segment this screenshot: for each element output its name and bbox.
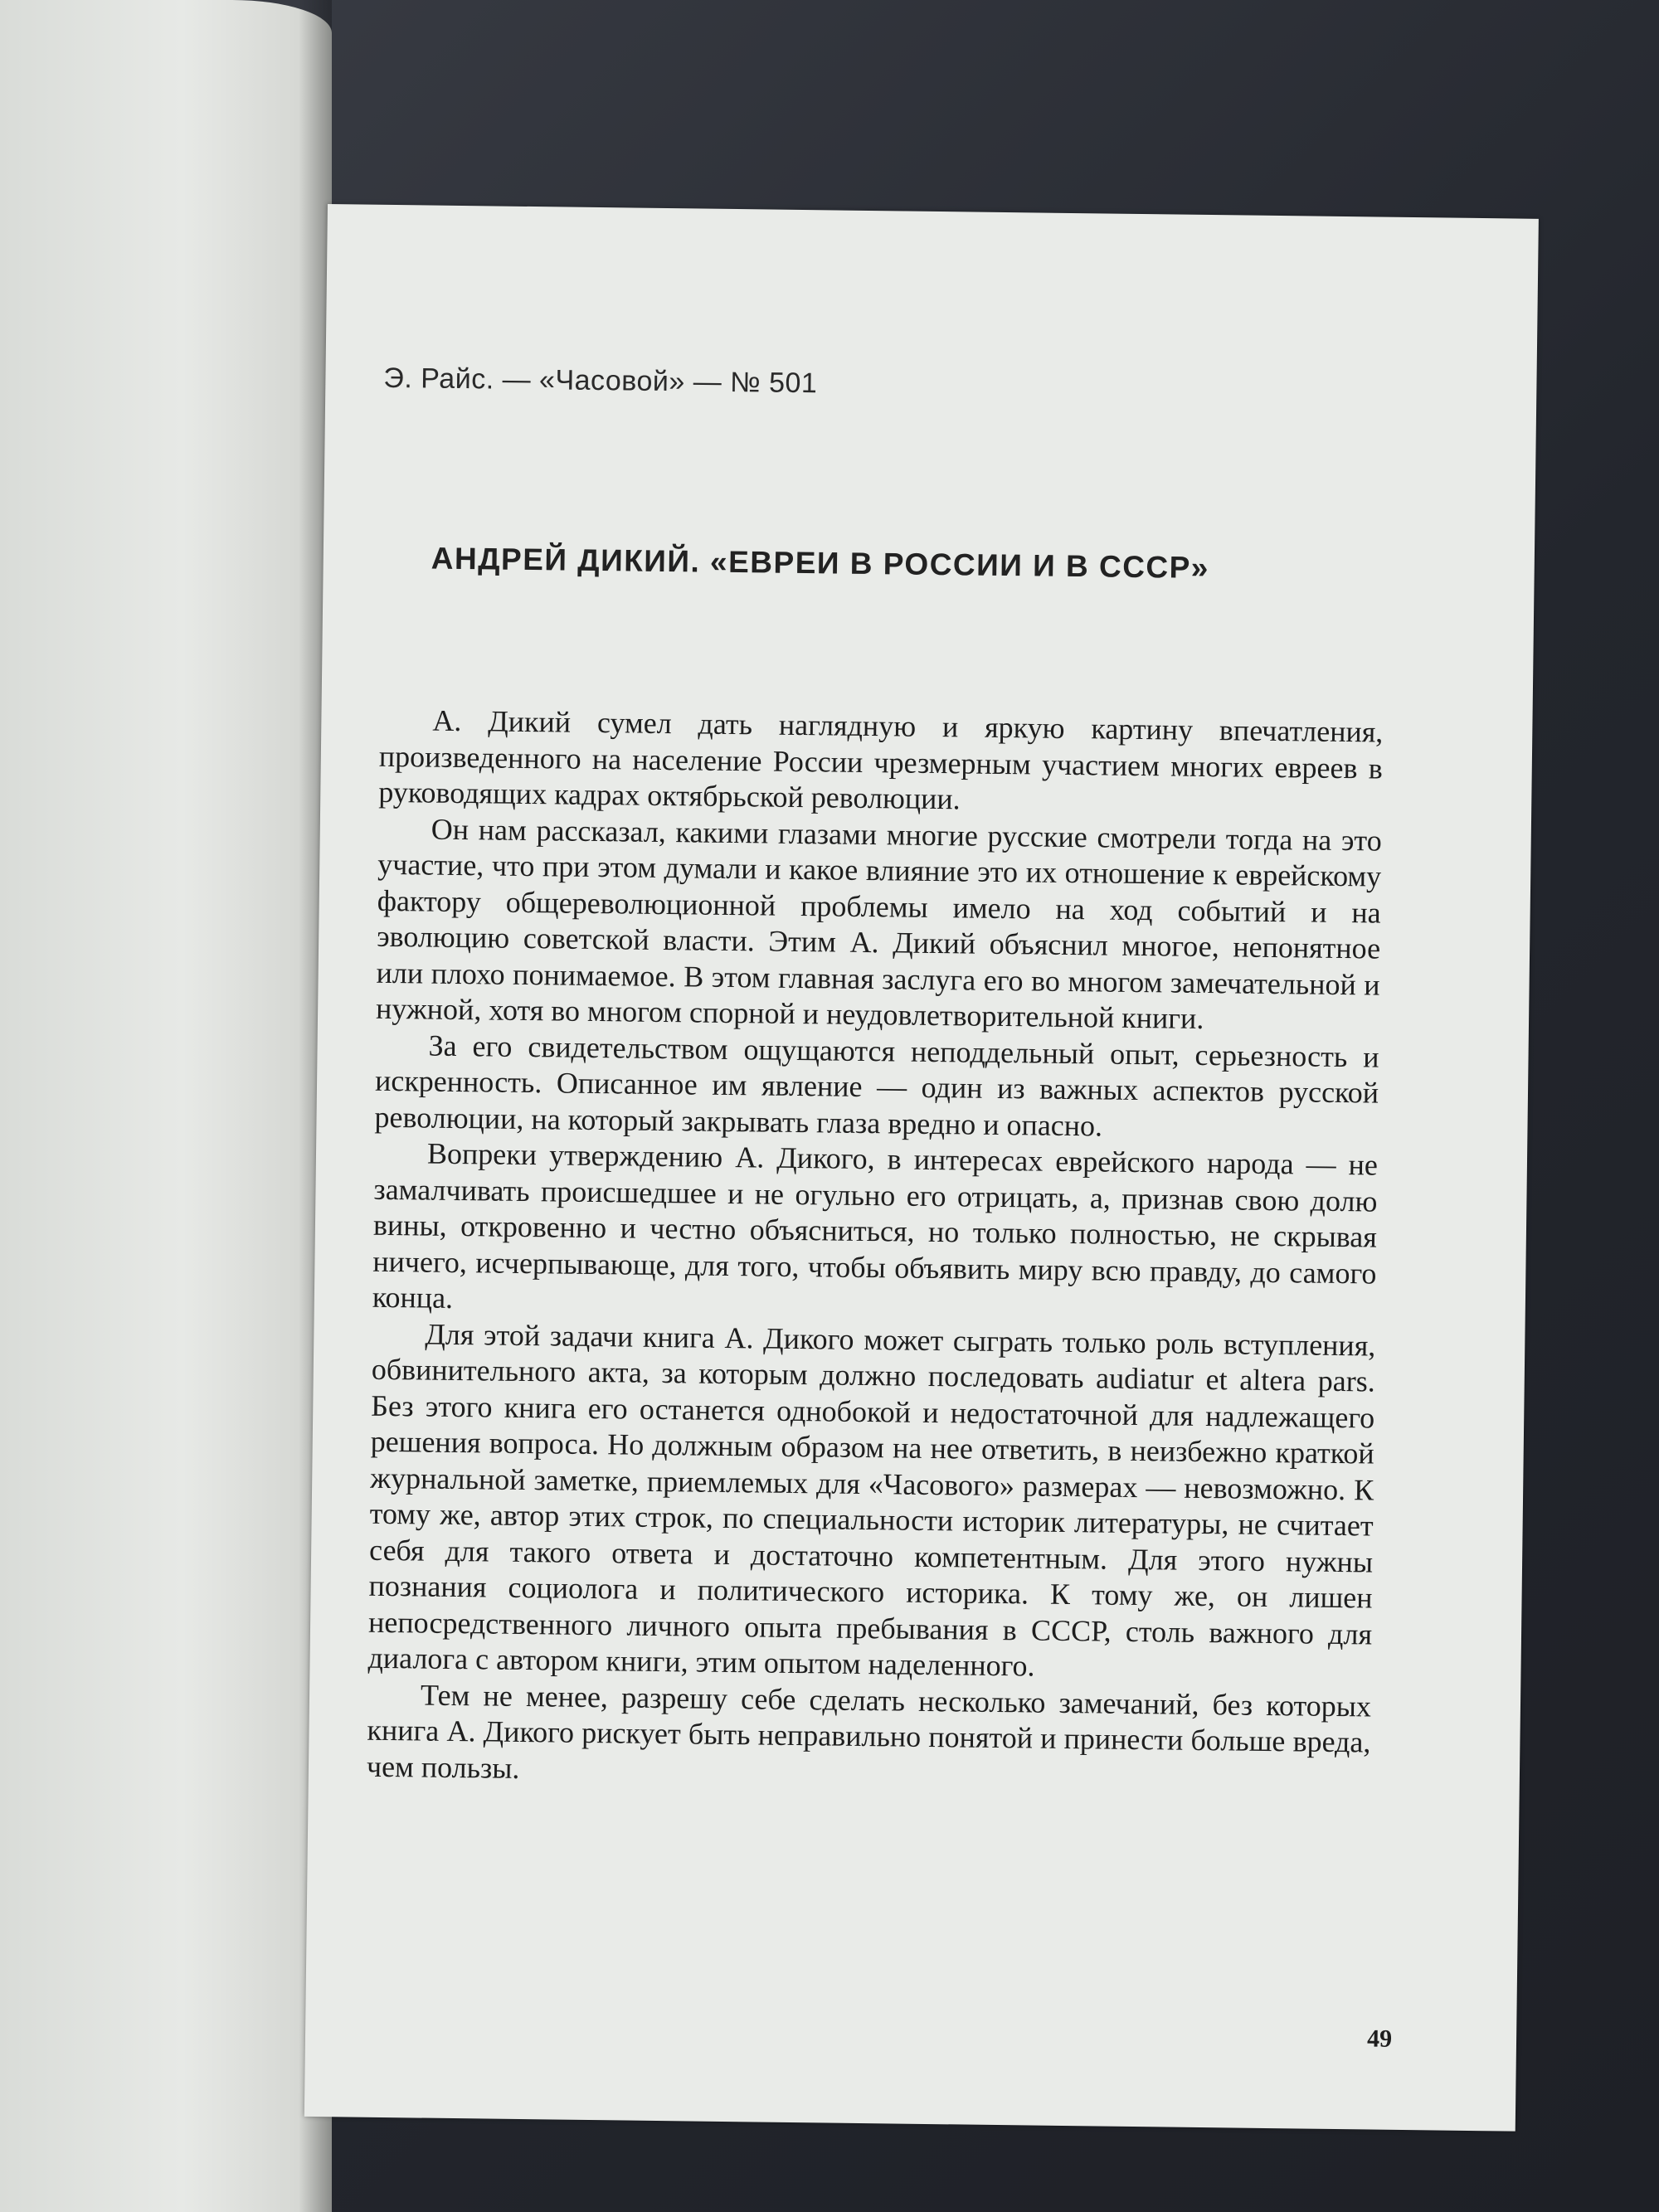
facing-left-page — [0, 0, 332, 2212]
article-title: АНДРЕЙ ДИКИЙ. «ЕВРЕИ В РОССИИ И В СССР» — [431, 541, 1210, 586]
paragraph: Тем не менее, разрешу себе сделать несколько замечаний, без которых книга А. Дикого рискует быть неправильно понятой и принести больше вреда, чем пользы. — [366, 1678, 1372, 1785]
paragraph: Для этой задачи книга А. Дикого может сыграть только роль вступления, обвинительного акта, за которым должно последовать audiatur et altera pars. Без этого книга его останется однобокой и недостаточной для надлежащего решения вопроса. Но должным образом на нее ответить, в неизбежно краткой журнальной заметке, приемлемых для «Часового» размерах — невозможно. К тому же, автор этих строк, по специальности историк литературы, не считает себя для такого ответа и достаточно компетентным. Для этого нужны познания социолога и политического историка. К тому же, он лишен непосредственного личного опыта пребывания в СССР, столь важного для диалога с автором книги, этим опытом наделенного. — [367, 1317, 1376, 1683]
article-body — [367, 702, 1384, 1797]
paragraph: А. Дикий сумел дать наглядную и яркую картину впечатления, произведенного на население России чрезмерным участием многих евреев в руководящих кадрах октябрьской революции. — [378, 703, 1384, 816]
paragraph: За его свидетельством ощущаются неподдельный опыт, серьезность и искренность. Описанное им явление — один из важных аспектов русской революции, на который закрывать глаза вредно и опасно. — [374, 1028, 1379, 1142]
running-head: Э. Райс. — «Часовой» — № 501 — [383, 362, 818, 400]
paragraph: Он нам рассказал, какими глазами многие русские смотрели тогда на это участие, что при этом думали и какое влияние это их отношение к еврейскому фактору общереволюционной проблемы имело на ход событий и на эволюцию советской власти. Этим А. Дикий объяснил многое, непонятное или плохо понимаемое. В этом главная заслуга его во многом замечательной и нужной, хотя во многом спорной и неудовлетворительной книги. — [375, 812, 1382, 1035]
book-page — [304, 204, 1539, 2132]
paragraph: Вопреки утверждению А. Дикого, в интересах еврейского народа — не замалчивать происшедшее и не огульно его отрицать, а, признав свою долю вины, откровенно и честно объясниться, но только полностью, не скрывая ничего, исчерпывающе, для того, чтобы объявить миру всю правду, до самого конца. — [372, 1136, 1379, 1315]
page-number: 49 — [1366, 2025, 1393, 2053]
